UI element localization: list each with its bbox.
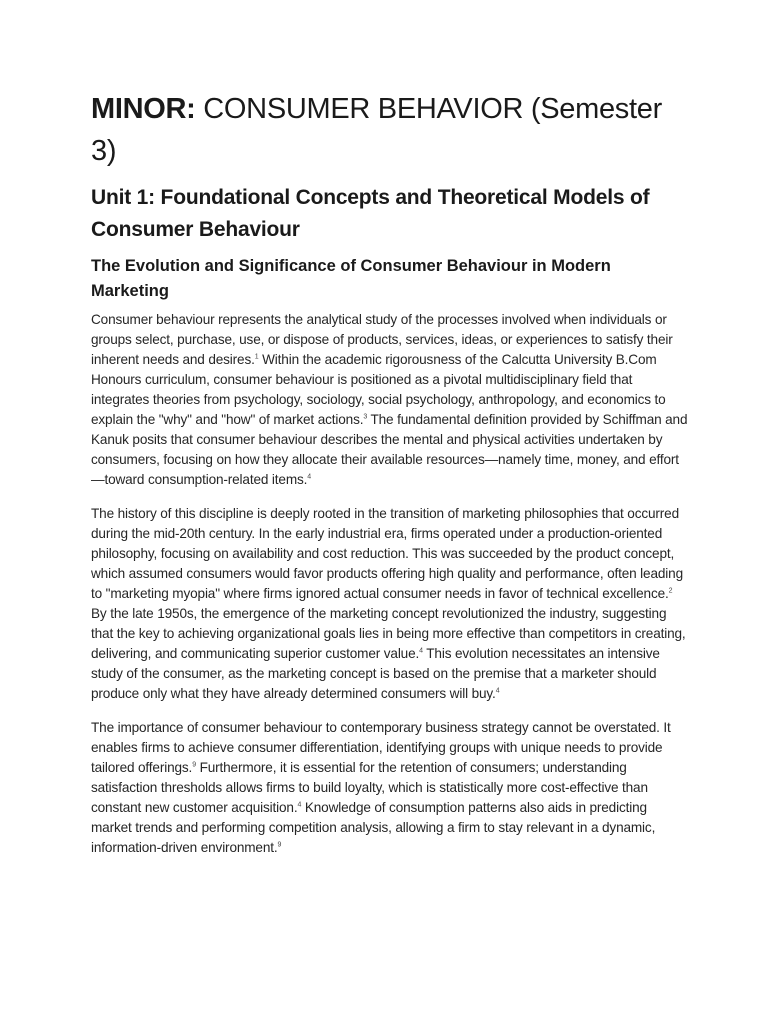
footnote-reference: 4 xyxy=(419,647,423,655)
footnote-reference: 9 xyxy=(192,761,196,769)
footnote-reference: 1 xyxy=(254,353,259,361)
paragraph-text: Furthermore, it is essential for the retention of consumers; understanding satisfaction thresholds allows firms to build loyalty, which is statistically more cost-effective than constant new customer acquisition. xyxy=(91,760,648,815)
footnote-reference: 9 xyxy=(277,841,282,849)
paragraph-text: By the late 1950s, the emergence of the marketing concept revolutionized the industry, suggesting that the key to achieving organizational goals lies in being more effective than competitors in creating, delivering, and communicating superior customer value. xyxy=(91,606,686,661)
footnote-reference: 3 xyxy=(363,413,368,421)
body-paragraph xyxy=(91,718,691,858)
document-title xyxy=(91,88,691,172)
footnote-reference: 4 xyxy=(495,687,500,695)
footnote-reference: 4 xyxy=(307,473,312,481)
title-text: CONSUMER BEHAVIOR (Semester 3) xyxy=(91,93,662,167)
paragraph-text: The fundamental definition provided by Schiffman and Kanuk posits that consumer behaviour describes the mental and physical activities undertaken by consumers, focusing on how they allocate their available resources—namely time, money, and effort—toward consumption-related items. xyxy=(91,412,688,487)
document-page xyxy=(91,88,691,858)
paragraph-text: The importance of consumer behaviour to contemporary business strategy cannot be overstated. It enables firms to achieve consumer differentiation, identifying groups with unique needs to provide tailored offerings. xyxy=(91,720,671,775)
paragraph-text: Knowledge of consumption patterns also aids in predicting market trends and performing competition analysis, allowing a firm to stay relevant in a dynamic, information-driven environment. xyxy=(91,800,656,855)
body-paragraphs xyxy=(91,310,691,858)
footnote-reference: 4 xyxy=(297,801,302,809)
unit-heading: Unit 1: Foundational Concepts and Theoretical Models of Consumer Behaviour xyxy=(91,186,650,241)
title-bold-prefix: MINOR: xyxy=(91,93,196,125)
footnote-reference: 2 xyxy=(668,587,673,595)
paragraph-text: This evolution necessitates an intensive study of the consumer, as the marketing concept is based on the premise that a marketer should produce only what they have already determined consumers will buy. xyxy=(91,646,660,701)
body-paragraph xyxy=(91,310,691,490)
section-heading: The Evolution and Significance of Consumer Behaviour in Modern Marketing xyxy=(91,257,611,300)
body-paragraph xyxy=(91,504,691,704)
paragraph-text: Within the academic rigorousness of the Calcutta University B.Com Honours curriculum, consumer behaviour is positioned as a pivotal multidisciplinary field that integrates theories from psychology, sociology, social psychology, anthropology, and economics to explain the "why" and "how" of market actions. xyxy=(91,352,666,427)
paragraph-text: Consumer behaviour represents the analytical study of the processes involved when individuals or groups select, purchase, use, or dispose of products, services, ideas, or experiences to satisfy their inherent needs and desires. xyxy=(91,312,673,367)
paragraph-text: The history of this discipline is deeply rooted in the transition of marketing philosophies that occurred during the mid-20th century. In the early industrial era, firms operated under a production-oriented philosophy, focusing on availability and cost reduction. This was succeeded by the product concept, which assumed consumers would favor products offering high quality and performance, often leading to "marketing myopia" where firms ignored actual consumer needs in favor of technical excellence. xyxy=(91,506,683,601)
